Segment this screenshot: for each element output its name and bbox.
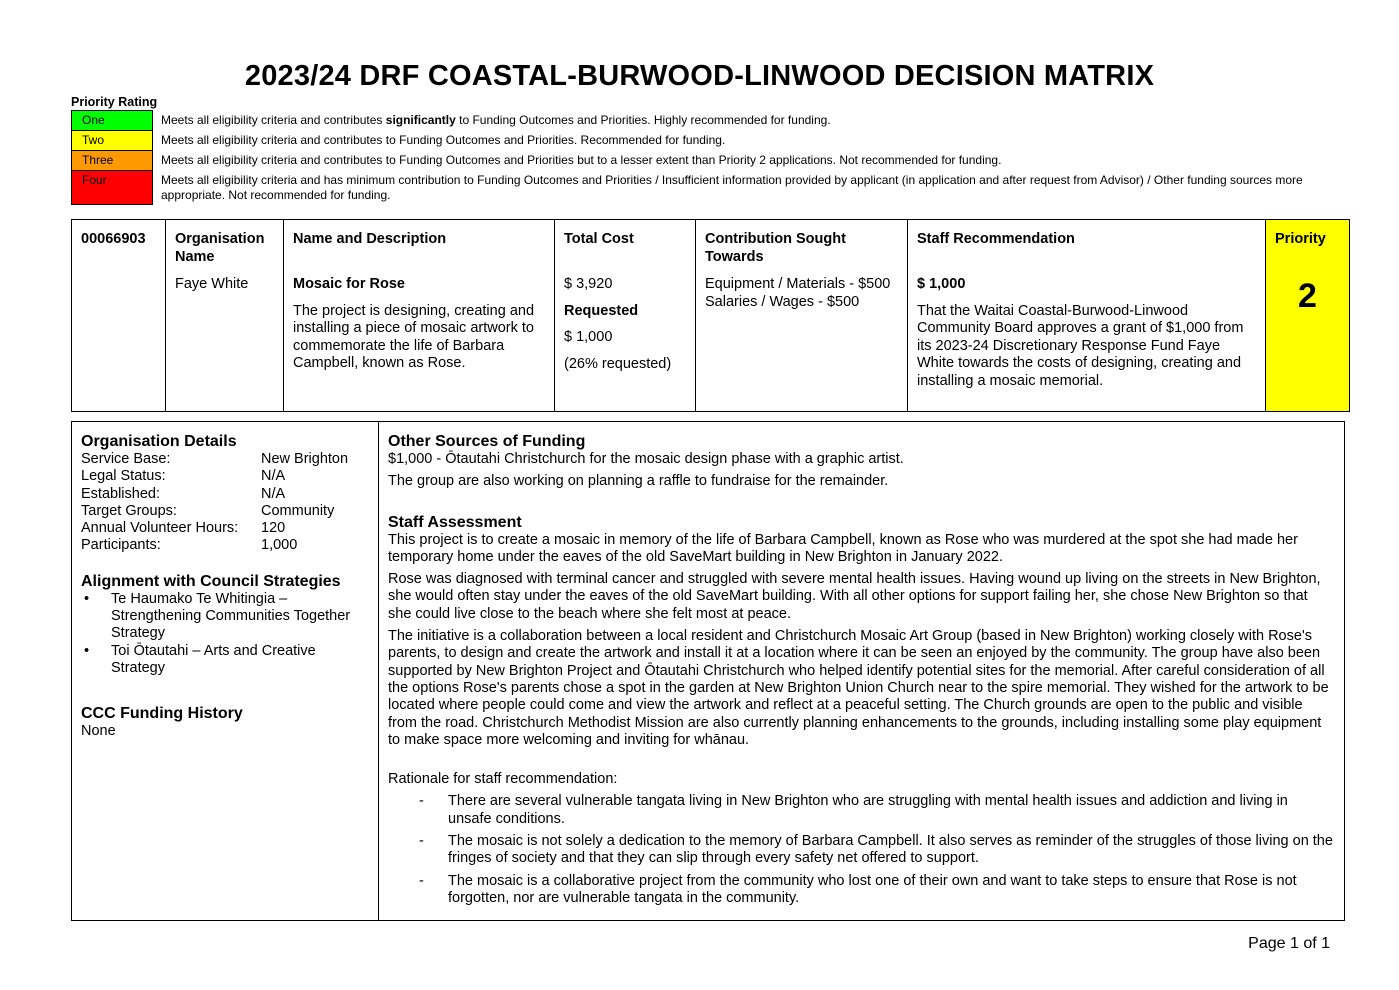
alignment-item: • Te Haumako Te Whitingia – Strengthening Communities Together Strategy bbox=[81, 591, 369, 643]
org-detail-row: Target Groups: Community bbox=[81, 502, 335, 519]
org-detail-row: Established: N/A bbox=[81, 485, 286, 502]
priority-header: Priority bbox=[1275, 231, 1326, 247]
priority-level-row bbox=[72, 151, 1321, 171]
priority-desc-three: Meets all eligibility criteria and contributes to Funding Outcomes and Priorities but to a lesser extent than Priority 2 applications. Not recommended for funding. bbox=[161, 152, 1002, 167]
name-description-header: Name and Description bbox=[293, 231, 447, 247]
org-detail-row: Annual Volunteer Hours: 120 bbox=[81, 520, 286, 537]
right-column bbox=[379, 422, 1344, 920]
assessment-paragraph: Rose was diagnosed with terminal cancer and struggled with severe mental health issues. Having wound up living on the streets in New Brighton, she would often stay under the eaves of the old SaveMart building. With all other options for support failing her, she chose New Brighton so that she could live close to the beach where she felt most at peace. bbox=[388, 571, 1321, 622]
priority-cell bbox=[1266, 220, 1350, 412]
page-number: Page 1 of 1 bbox=[1248, 935, 1330, 952]
priority-desc-four: Meets all eligibility criteria and has minimum contribution to Funding Outcomes and Priorities / Insufficient information provided by applicant (in application and after request from Advisor) / Other funding sources more appropriate. Not recommended for funding. bbox=[161, 172, 1303, 202]
priority-swatch-one: One bbox=[72, 111, 153, 131]
staff-recommendation-text: That the Waitai Coastal-Burwood-Linwood Community Board approves a grant of $1,000 from its 2023-24 Discretionary Response Fund Faye White towards the costs of designing, creating and installing a mosaic memorial. bbox=[917, 302, 1244, 389]
requested-label: Requested bbox=[564, 302, 639, 319]
rationale-list bbox=[388, 793, 1335, 907]
project-name: Mosaic for Rose bbox=[293, 276, 405, 292]
staff-assessment-heading: Staff Assessment bbox=[388, 513, 522, 531]
staff-recommendation-header: Staff Recommendation bbox=[917, 231, 1075, 247]
project-description: The project is designing, creating and installing a piece of mosaic artwork to commemorate the life of Barbara Campbell, known as Rose. bbox=[293, 302, 535, 371]
name-description-cell bbox=[284, 220, 555, 412]
other-sources-heading: Other Sources of Funding bbox=[388, 433, 586, 450]
org-name: Faye White bbox=[175, 276, 249, 292]
alignment-heading: Alignment with Council Strategies bbox=[81, 572, 341, 590]
priority-rating-heading: Priority Rating bbox=[71, 95, 158, 109]
org-name-header: Organisation Name bbox=[175, 231, 265, 265]
priority-swatch-three: Three bbox=[72, 151, 153, 171]
staff-recommendation-amount: $ 1,000 bbox=[917, 276, 966, 292]
priority-rating-legend bbox=[71, 110, 1321, 205]
priority-level-row bbox=[72, 111, 1321, 131]
rationale-item: - There are several vulnerable tangata living in New Brighton who are struggling with mental health issues and addiction and living in unsafe conditions. bbox=[388, 793, 1335, 828]
page-title: 2023/24 DRF COASTAL-BURWOOD-LINWOOD DECISION MATRIX bbox=[244, 60, 1155, 92]
assessment-paragraph: This project is to create a mosaic in memory of the life of Barbara Campbell, known as Rose who was murdered at the spot she had made her temporary home under the eaves of the old SaveMart building in New Brighton in January 2022. bbox=[388, 531, 1298, 565]
rationale-item: - The mosaic is not solely a dedication to the memory of Barbara Campbell. It also serves as reminder of the struggles of those living on the fringes of society and that they can slip through every safety net offered to support. bbox=[388, 833, 1335, 868]
requested-percent: (26% requested) bbox=[564, 355, 672, 372]
application-id-cell bbox=[72, 220, 166, 412]
priority-desc-two: Meets all eligibility criteria and contributes to Funding Outcomes and Priorities. Recommended for funding. bbox=[161, 132, 726, 147]
org-detail-row: Legal Status: N/A bbox=[81, 468, 286, 485]
total-cost: $ 3,920 bbox=[564, 276, 613, 292]
alignment-item: • Toi Ōtautahi – Arts and Creative Strategy bbox=[81, 643, 369, 678]
priority-swatch-four: Four bbox=[72, 171, 153, 205]
org-name-cell bbox=[166, 220, 284, 412]
rationale-label: Rationale for staff recommendation: bbox=[388, 771, 618, 788]
priority-swatch-two: Two bbox=[72, 131, 153, 151]
requested-amount: $ 1,000 bbox=[564, 329, 613, 345]
application-table bbox=[71, 219, 1350, 412]
priority-desc-one: Meets all eligibility criteria and contributes significantly to Funding Outcomes and Priorities. Highly recommended for funding. bbox=[161, 112, 831, 127]
other-sources-line: $1,000 - Ōtautahi Christchurch for the mosaic design phase with a graphic artist. bbox=[388, 451, 904, 467]
application-id: 00066903 bbox=[81, 231, 146, 247]
contribution-item: Salaries / Wages - $500 bbox=[705, 293, 860, 310]
details-panel bbox=[71, 421, 1345, 921]
contribution-header: Contribution Sought Towards bbox=[705, 231, 846, 265]
funding-history-heading: CCC Funding History bbox=[81, 705, 243, 723]
priority-level-row bbox=[72, 131, 1321, 151]
total-cost-cell bbox=[555, 220, 696, 412]
left-column bbox=[72, 422, 379, 920]
staff-recommendation-cell bbox=[908, 220, 1266, 412]
org-details-heading: Organisation Details bbox=[81, 433, 237, 450]
alignment-list bbox=[81, 591, 369, 677]
rationale-item: - The mosaic is a collaborative project from the community who lost one of their own and want to take steps to ensure that Rose is not forgotten, nor are vulnerable tangata in the community. bbox=[388, 873, 1335, 908]
assessment-paragraph: The initiative is a collaboration between a local resident and Christchurch Mosaic Art Group (based in New Brighton) working closely with Rose's parents, to design and create the artwork and install it at a location where it can be seen an enjoyed by the community. The group have also been supported by New Brighton Project and Ōtautahi Christchurch who helped identify potential sites for the memorial. After careful consideration of all the options Rose's parents chose a spot in the garden at New Brighton Union Church near to the spire memorial. They wished for the artwork to be located where people could come and view the artwork and reflect at a peaceful setting. The Church grounds are open to the public and visible from the road. Christchurch Methodist Mission are also currently planning enhancements to the grounds, including installing some play equipment to make space more welcoming and inviting for whānau. bbox=[388, 628, 1329, 748]
contribution-cell bbox=[696, 220, 908, 412]
other-sources-line: The group are also working on planning a raffle to fundraise for the remainder. bbox=[388, 473, 889, 490]
priority-level-row bbox=[72, 171, 1321, 205]
total-cost-header: Total Cost bbox=[564, 231, 634, 247]
org-detail-row: Participants: 1,000 bbox=[81, 537, 298, 554]
funding-history-text: None bbox=[81, 723, 116, 740]
org-detail-row: Service Base: New Brighton bbox=[81, 451, 349, 467]
priority-value: 2 bbox=[1298, 277, 1317, 315]
contribution-item: Equipment / Materials - $500 bbox=[705, 276, 891, 292]
